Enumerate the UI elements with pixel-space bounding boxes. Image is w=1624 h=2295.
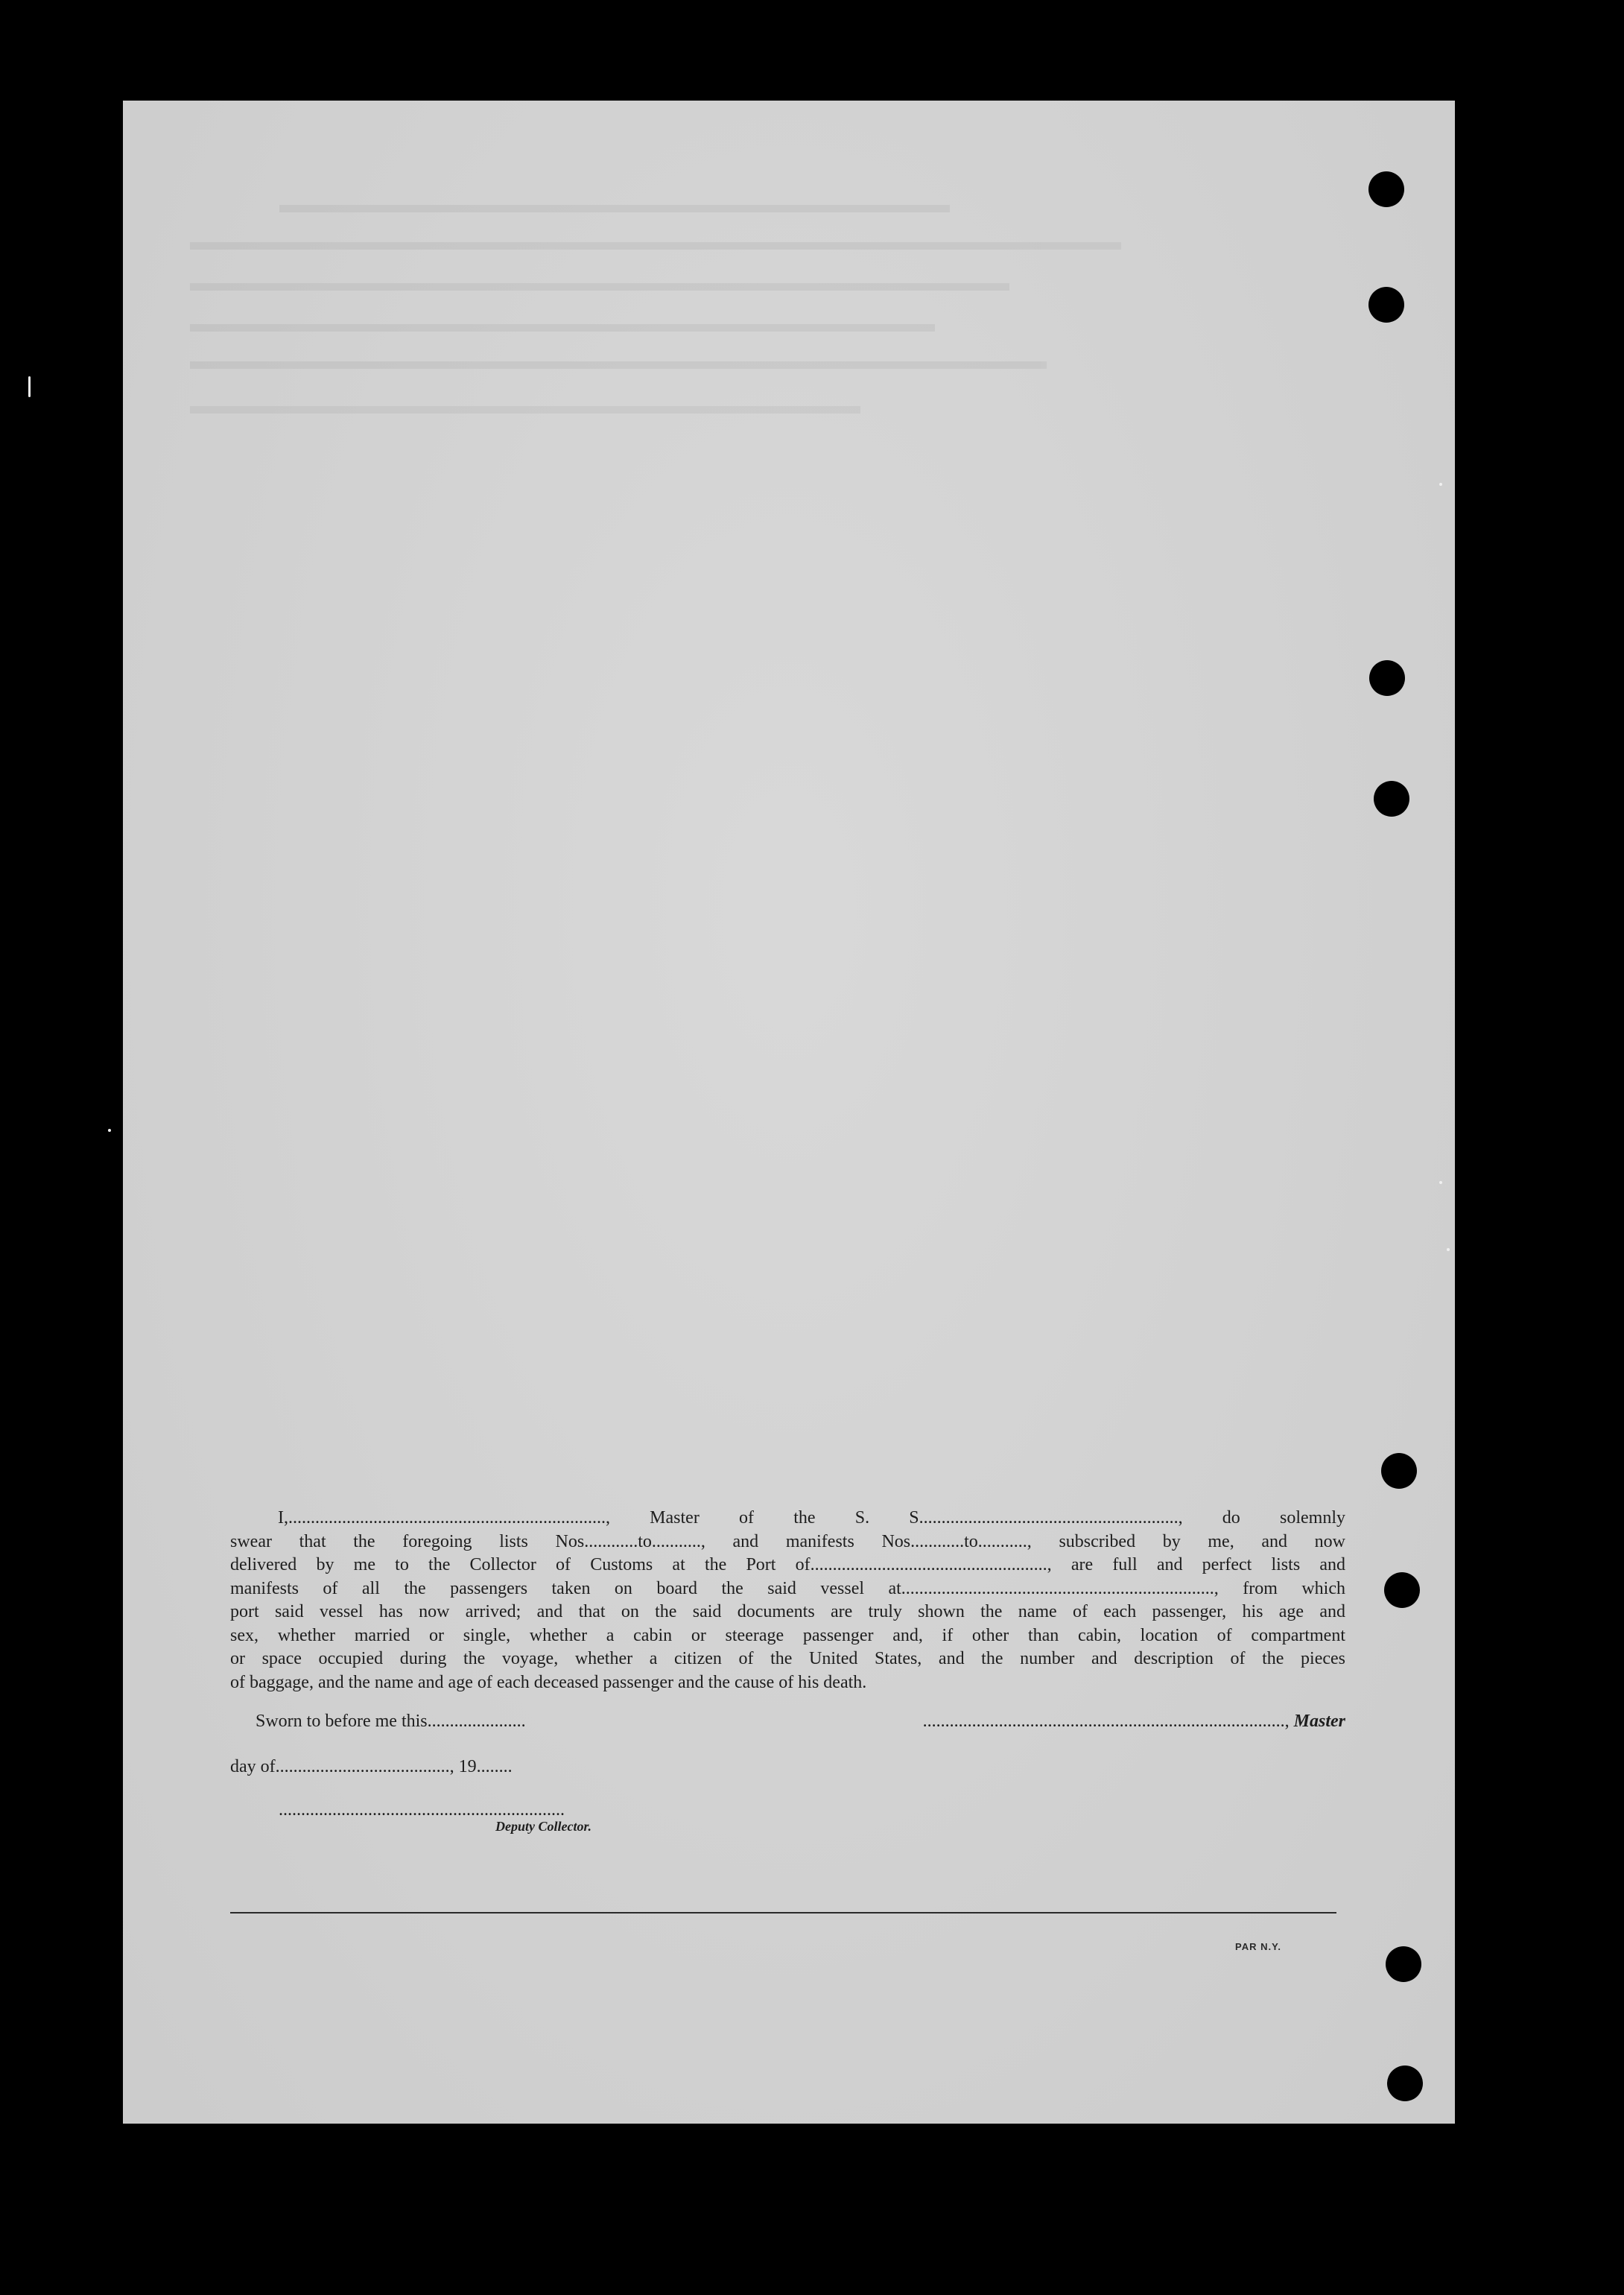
- deputy-collector-label: Deputy Collector.: [495, 1819, 591, 1834]
- oath-paragraph: [230, 1507, 1345, 1694]
- binder-hole: [1381, 1453, 1417, 1489]
- oath-line: or space occupied during the voyage, whether a citizen of the United States, and the number and description of the pieces: [230, 1649, 1345, 1668]
- faded-bleedthrough: [190, 175, 1158, 488]
- oath-line: delivered by me to the Collector of Customs at the Port of....................................................., are full and perfect lists and: [230, 1555, 1345, 1574]
- dust-speck: [28, 376, 31, 397]
- master-label: Master: [1293, 1712, 1345, 1731]
- binder-hole: [1368, 287, 1404, 323]
- binder-hole: [1374, 781, 1409, 817]
- sworn-row: [230, 1710, 1345, 1734]
- horizontal-rule: [230, 1912, 1336, 1913]
- dust-speck: [1439, 483, 1442, 486]
- oath-line: sex, whether married or single, whether a cabin or steerage passenger and, if other than cabin, location of compartment: [230, 1625, 1345, 1645]
- binder-hole: [1384, 1572, 1420, 1608]
- dust-speck: [108, 1129, 111, 1132]
- printer-mark: PAR N.Y.: [1235, 1941, 1281, 1952]
- date-line: day of......................................., 19........: [230, 1757, 513, 1776]
- oath-line: manifests of all the passengers taken on board the said vessel at......................................................................, from which: [230, 1578, 1345, 1598]
- master-signature-dots: .................................................................................,: [922, 1712, 1294, 1731]
- binder-hole: [1387, 2066, 1423, 2101]
- oath-line: of baggage, and the name and age of each deceased passenger and the cause of his death.: [230, 1672, 867, 1692]
- dust-speck: [1439, 1181, 1442, 1184]
- oath-line: swear that the foregoing lists Nos............to..........., and manifests Nos............to..........., subscribed by me, and now: [230, 1531, 1345, 1551]
- oath-line: port said vessel has now arrived; and that on the said documents are truly shown the name of each passenger, his age and: [230, 1602, 1345, 1621]
- oath-line: I,......................................................................., Master of the S. S.........................................................., do solemnly: [278, 1508, 1345, 1528]
- binder-hole: [1386, 1946, 1421, 1982]
- deputy-signature-dots: ................................................................: [279, 1800, 565, 1818]
- dust-speck: [1447, 1248, 1450, 1251]
- deputy-collector-signature: [279, 1799, 591, 1835]
- master-signature-line: [923, 1710, 1345, 1734]
- binder-hole: [1369, 660, 1405, 696]
- binder-hole: [1368, 171, 1404, 207]
- sworn-statement: Sworn to before me this......................: [256, 1712, 526, 1731]
